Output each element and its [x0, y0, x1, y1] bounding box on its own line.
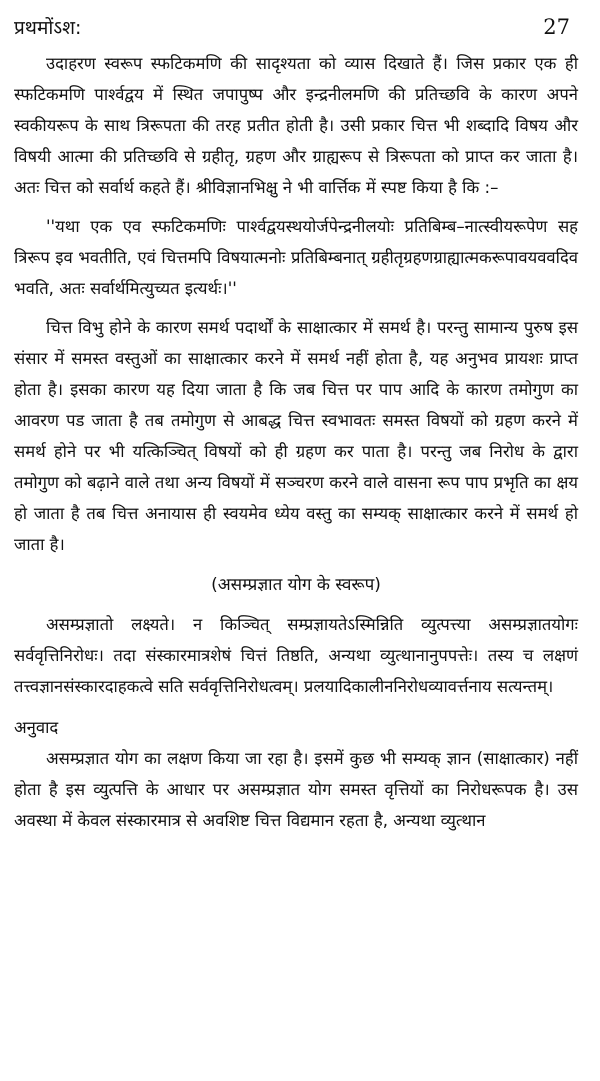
- sanskrit-definition: असम्प्रज्ञातो लक्ष्यते। न किञ्चित् सम्प्रज्ञायतेऽस्मिन्निति व्युत्पत्त्या असम्प्रज्ञातयोगः सर्ववृत्तिनिरोधः। तदा संस्कारमात्रशेषं चित्तं तिष्ठति, अन्यथा व्युत्थानानुपपत्तेः। तस्य च लक्षणं तत्त्वज्ञानसंस्कारदाहकत्वे सति सर्ववृत्तिनिरोधत्वम्। प्रलयादिकालीननिरोधव्यावर्त्तनाय सत्यन्तम्।: [14, 615, 578, 696]
- page-header: [14, 14, 578, 48]
- sanskrit-quote: ''यथा एक एव स्फटिकमणिः पार्श्वद्वयस्थयोर्जपेन्द्रनीलयोः प्रतिबिम्ब–नात्स्वीयरूपेण सह त्रिरूप इव भवतीति, एवं चित्तमपि विषयात्मनोः प्रतिबिम्बनात् ग्रहीतृग्रहणग्राह्यात्मकरूपावयववदिव भवति, अतः सर्वार्थमित्युच्यत इत्यर्थः।'': [14, 217, 578, 298]
- page-number: 27: [543, 15, 570, 39]
- anuvad-label: अनुवाद: [14, 718, 59, 737]
- translation-paragraph: असम्प्रज्ञात योग का लक्षण किया जा रहा है। इसमें कुछ भी सम्यक् ज्ञान (साक्षात्कार) नहीं होता है इस व्युत्पत्ति के आधार पर असम्प्रज्ञात योग समस्त वृत्तियों का निरोधरूपक है। उस अवस्था में केवल संस्कारमात्र से अवशिष्ट चित्त विद्यमान रहता है, अन्यथा व्युत्थान: [14, 749, 578, 830]
- section-heading: (असम्प्रज्ञात योग के स्वरूप): [211, 575, 381, 595]
- paragraph-crystal-analogy: उदाहरण स्वरूप स्फटिकमणि की सादृश्यता को व्यास दिखाते हैं। जिस प्रकार एक ही स्फटिकमणि पार्श्वद्वय में स्थित जपापुष्प और इन्द्रनीलमणि की प्रतिच्छवि के कारण अपने स्वकीयरूप के साथ त्रिरूपता की तरह प्रतीत होती है। उसी प्रकार चित्त भी शब्दादि विषय और विषयी आत्मा की प्रतिच्छवि से ग्रहीतृ, ग्रहण और ग्राह्यरूप से त्रिरूपता को प्राप्त कर जाता है। अतः चित्त को सर्वार्थ कहते हैं। श्रीविज्ञानभिक्षु ने भी वार्त्तिक में स्पष्ट किया है कि :–: [14, 54, 578, 197]
- paragraph-citta-vibhu: चित्त विभु होने के कारण समर्थ पदार्थों के साक्षात्कार में समर्थ है। परन्तु सामान्य पुरुष इस संसार में समस्त वस्तुओं का साक्षात्कार करने में समर्थ नहीं होता है, यह अनुभव प्रायशः प्राप्त होता है। इसका कारण यह दिया जाता है कि जब चित्त पर पाप आदि के कारण तमोगुण का आवरण पड जाता है तब तमोगुण से आबद्ध चित्त स्वभावतः समस्त विषयों को ग्रहण करने में समर्थ होने पर भी यत्किञ्चित् विषयों को ही ग्रहण कर पाता है। परन्तु जब निरोध के द्वारा तमोगुण को बढ़ाने वाले तथा अन्य विषयों में सञ्चरण करने वाले वासना रूप पाप प्रभृति का क्षय हो जाता है तब चित्त अनायास ही स्वयमेव ध्येय वस्तु का सम्यक् साक्षात्कार करने में समर्थ हो जाता है।: [14, 318, 578, 554]
- running-title: प्रथमोंऽश:: [14, 17, 82, 39]
